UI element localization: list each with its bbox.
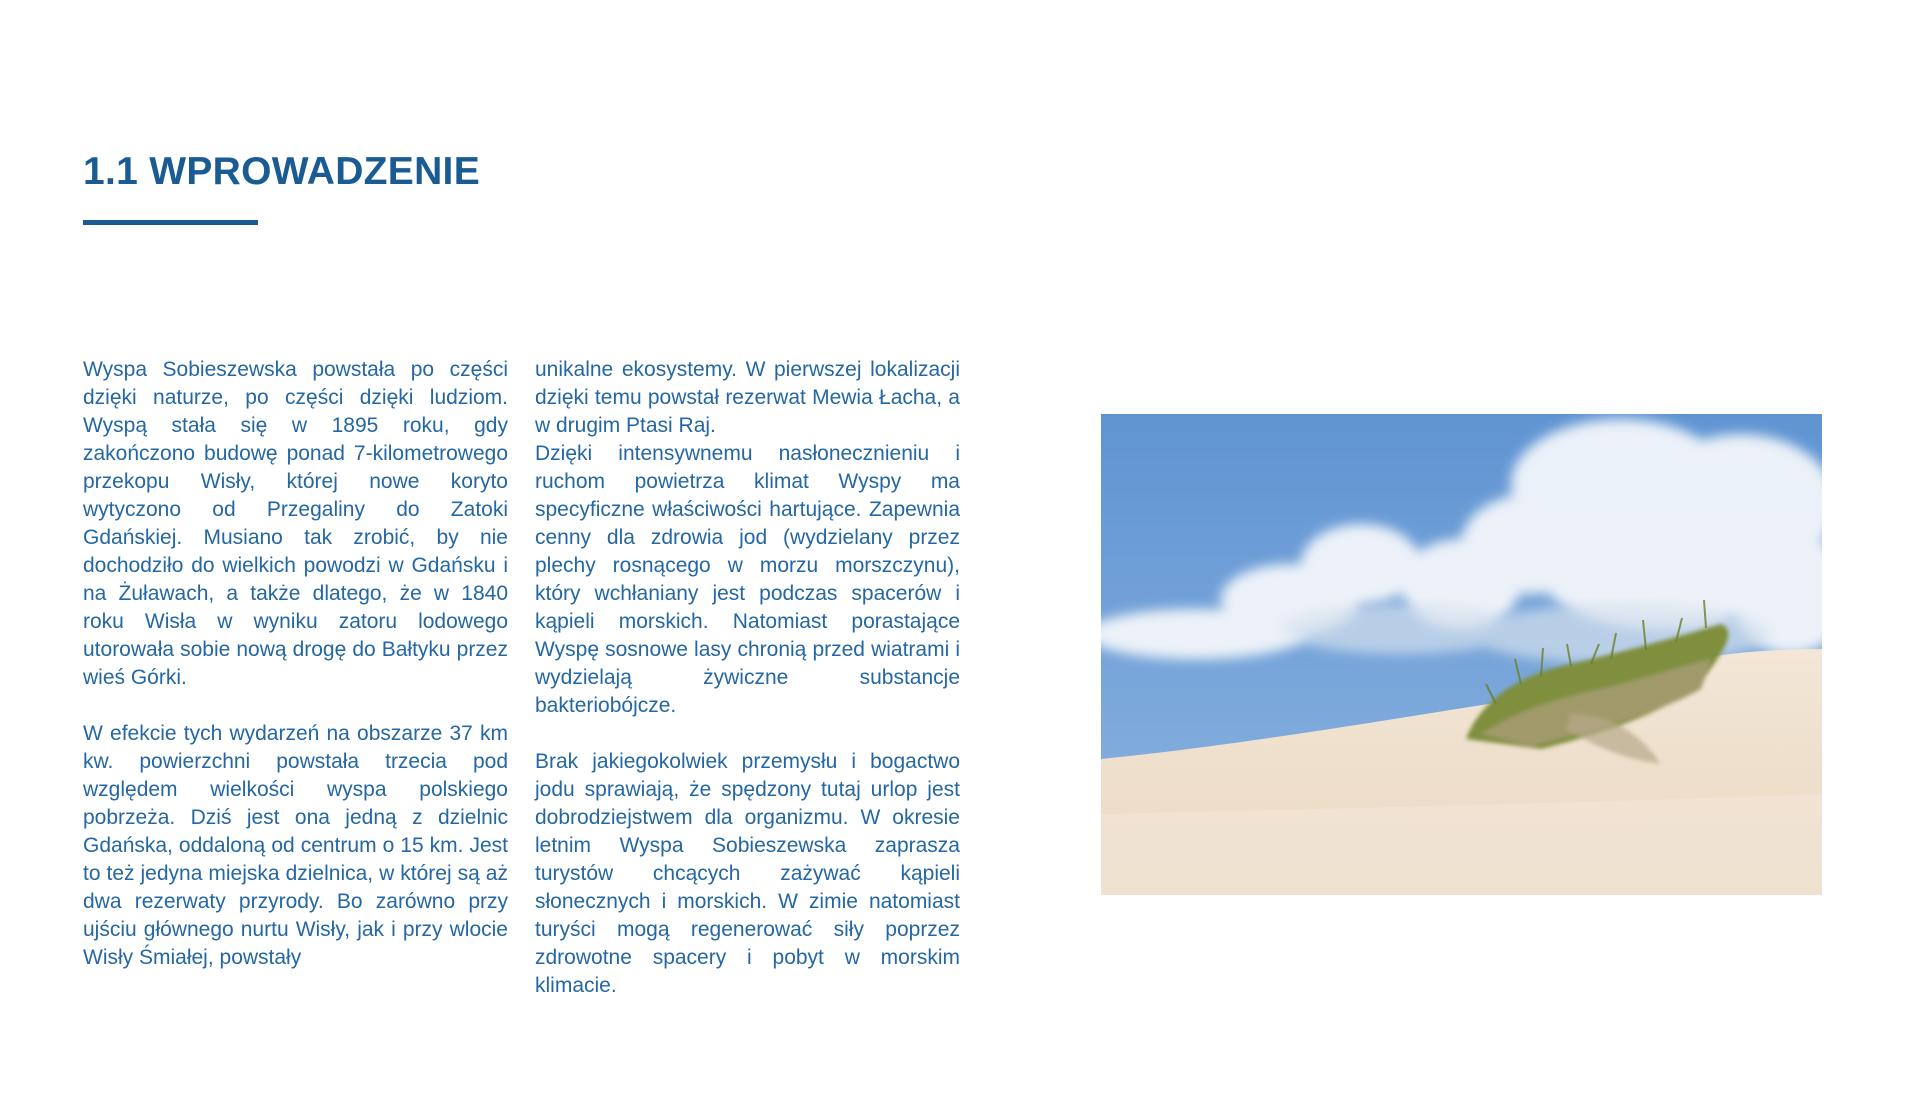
paragraph: Wyspa Sobieszewska powstała po części dzięki naturze, po części dzięki ludziom. Wyspą stała się w 1895 roku, gdy zakończono budowę ponad 7-kilometrowego przekopu Wisły, której nowe koryto wytyczono od Przegaliny do Zatoki Gdańskiej. Musiano tak zrobić, by nie dochodziło do wielkich powodzi w Gdańsku i na Żuławach, a także dlatego, że w 1840 roku Wisła w wyniku zatoru lodowego utorowała sobie nową drogę do Bałtyku przez wieś Górki.	[83, 358, 508, 689]
paragraph: Dzięki intensywnemu nasłonecznieniu i ruchom powietrza klimat Wyspy ma specyficzne właściwości hartujące. Zapewnia cenny dla zdrowia jod (wydzielany przez plechy rosnącego w morzu morszczynu), który wchłaniany jest podczas spacerów i kąpieli morskich. Natomiast porastające Wyspę sosnowe lasy chronią przed wiatrami i wydzielają żywiczne substancje bakteriobójcze.	[535, 442, 960, 717]
text-column-right	[535, 356, 960, 1000]
page-title: 1.1 WPROWADZENIE	[83, 150, 481, 193]
paragraph: Brak jakiegokolwiek przemysłu i bogactwo jodu sprawiają, że spędzony tutaj urlop jest dobrodziejstwem dla organizmu. W okresie letnim Wyspa Sobieszewska zaprasza turystów chcących zażywać kąpieli słonecznych i morskich. W zimie natomiast turyści mogą regenerować siły poprzez zdrowotne spacery i pobyt w morskim klimacie.	[535, 750, 960, 997]
paragraph: W efekcie tych wydarzeń na obszarze 37 km kw. powierzchni powstała trzecia pod względem wielkości wyspa polskiego pobrzeża. Dziś jest ona jedną z dzielnic Gdańska, oddaloną od centrum o 15 km. Jest to też jedyna miejska dzielnica, w której są aż dwa rezerwaty przyrody. Bo zarówno przy ujściu głównego nurtu Wisły, jak i przy wlocie Wisły Śmiałej, powstały	[83, 722, 508, 969]
paragraph: unikalne ekosystemy. W pierwszej lokalizacji dzięki temu powstał rezerwat Mewia Łacha, a w drugim Ptasi Raj.	[535, 358, 960, 437]
text-column-left	[83, 356, 508, 972]
dune-photo	[1101, 414, 1822, 895]
title-underline	[83, 220, 258, 225]
